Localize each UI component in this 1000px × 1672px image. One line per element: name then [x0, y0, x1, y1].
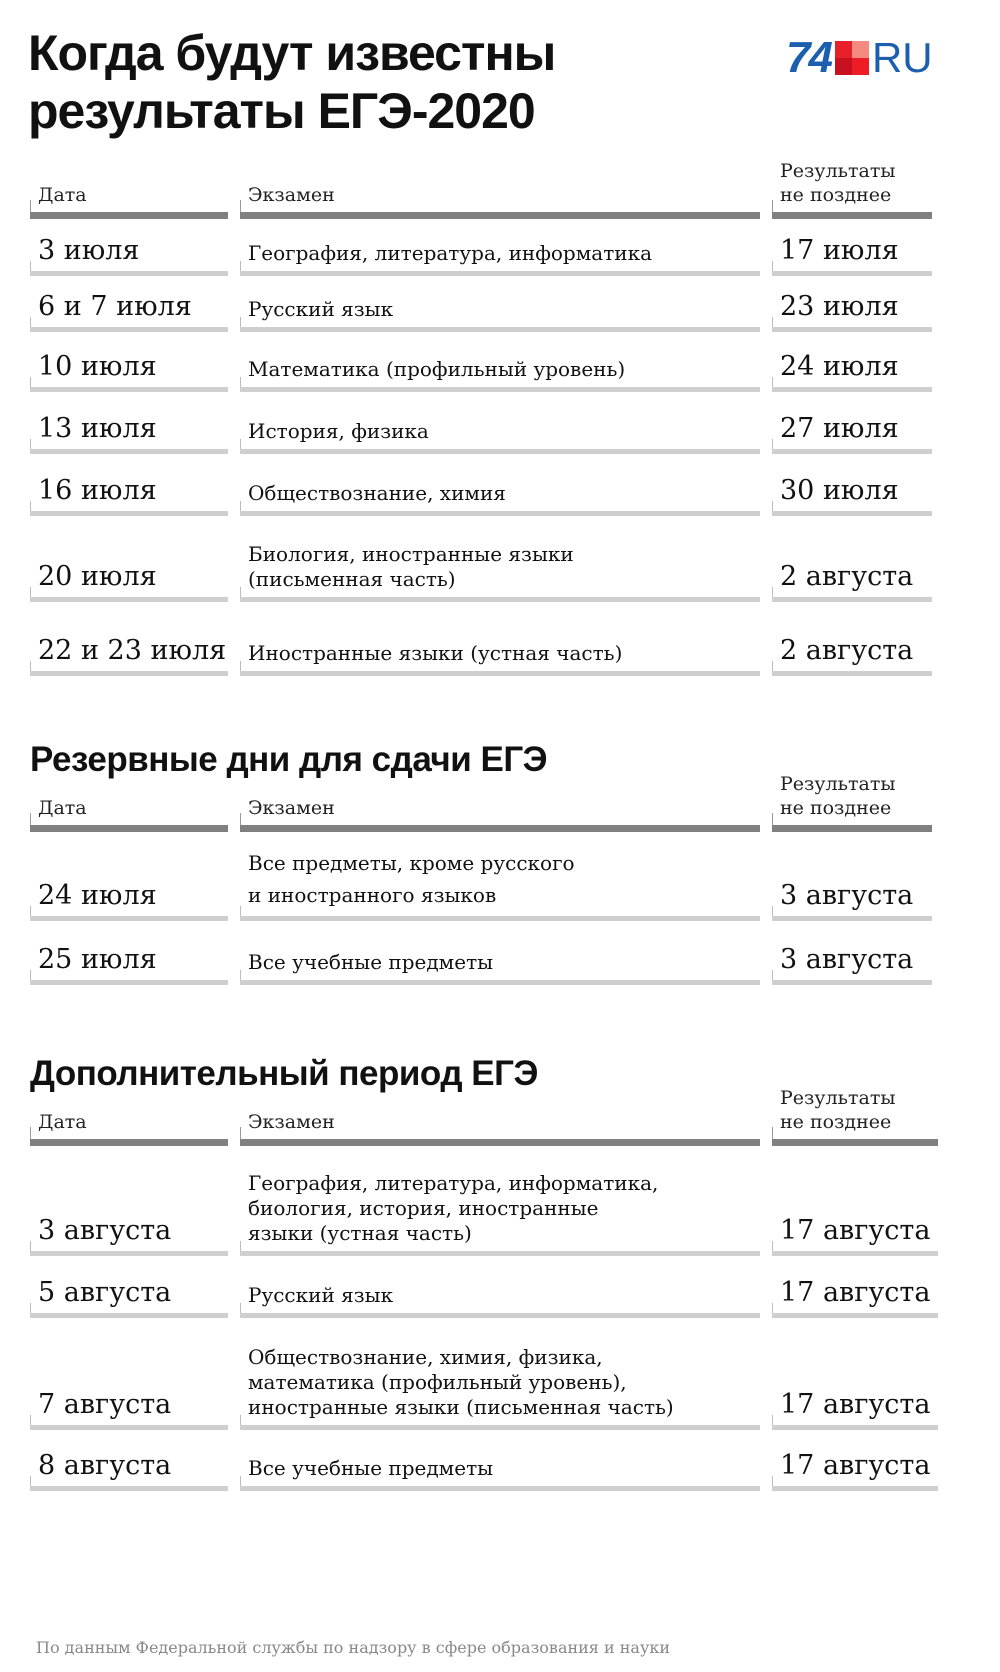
exam-cell: Русский язык	[240, 276, 760, 332]
table-row	[30, 921, 980, 985]
table-row	[30, 1146, 980, 1256]
result-cell: 3 августа	[772, 921, 932, 985]
date-cell: 24 июля	[30, 832, 228, 921]
table-row	[30, 392, 980, 454]
exam-cell: Русский язык	[240, 1256, 760, 1318]
result-cell: 2 августа	[772, 516, 932, 602]
exam-cell: География, литература, информатика	[240, 219, 760, 276]
reserve-days-table	[30, 770, 980, 985]
result-cell: 23 июля	[772, 276, 932, 332]
column-header-exam: Экзамен	[240, 1084, 760, 1146]
result-cell: 17 августа	[772, 1430, 938, 1491]
source-note: По данным Федеральной службы по надзору в сфере образования и науки	[36, 1638, 671, 1657]
date-cell: 3 июля	[30, 219, 228, 276]
exam-cell: Обществознание, химия, физика, математика (профильный уровень), иностранные языки (письменная часть)	[240, 1318, 760, 1430]
exam-cell: История, физика	[240, 392, 760, 454]
date-cell: 16 июля	[30, 454, 228, 516]
table-row	[30, 1318, 980, 1430]
date-cell: 22 и 23 июля	[30, 602, 228, 676]
exam-cell: Биология, иностранные языки (письменная часть)	[240, 516, 760, 602]
table-row	[30, 1430, 980, 1491]
title-line-2: результаты ЕГЭ-2020	[28, 83, 535, 139]
section-title-additional-period: Дополнительный период ЕГЭ	[30, 1054, 538, 1093]
table-row	[30, 602, 980, 676]
column-header-results: Результаты не позднее	[772, 1084, 938, 1146]
column-header-results: Результаты не позднее	[772, 770, 932, 832]
date-cell: 13 июля	[30, 392, 228, 454]
exam-cell: Все учебные предметы	[240, 1430, 760, 1491]
date-cell: 20 июля	[30, 516, 228, 602]
table-row	[30, 454, 980, 516]
table-row	[30, 332, 980, 392]
date-cell: 25 июля	[30, 921, 228, 985]
table-header	[30, 770, 980, 832]
exam-cell: Все предметы, кроме русского и иностранного языков	[240, 832, 760, 921]
logo-number: 74	[786, 33, 831, 82]
table-header	[30, 155, 980, 219]
table-row	[30, 1256, 980, 1318]
date-cell: 6 и 7 июля	[30, 276, 228, 332]
logo-suffix: RU	[871, 34, 933, 81]
logo-square-icon	[835, 41, 869, 75]
result-cell: 17 июля	[772, 219, 932, 276]
exam-cell: Математика (профильный уровень)	[240, 332, 760, 392]
date-cell: 3 августа	[30, 1146, 228, 1256]
table-row	[30, 832, 980, 921]
result-cell: 2 августа	[772, 602, 932, 676]
result-cell: 17 августа	[772, 1146, 938, 1256]
date-cell: 8 августа	[30, 1430, 228, 1491]
result-cell: 27 июля	[772, 392, 932, 454]
page-title	[28, 24, 555, 140]
table-row	[30, 516, 980, 602]
result-cell: 30 июля	[772, 454, 932, 516]
exam-cell: География, литература, информатика, биология, история, иностранные языки (устная часть)	[240, 1146, 760, 1256]
column-header-exam: Экзамен	[240, 155, 760, 219]
column-header-date: Дата	[30, 1084, 228, 1146]
title-line-1: Когда будут известны	[28, 25, 556, 81]
column-header-results: Результаты не позднее	[772, 155, 932, 219]
exam-cell: Все учебные предметы	[240, 921, 760, 985]
result-cell: 24 июля	[772, 332, 932, 392]
exam-cell: Обществознание, химия	[240, 454, 760, 516]
logo-74ru	[786, 33, 933, 82]
date-cell: 7 августа	[30, 1318, 228, 1430]
table-header	[30, 1084, 980, 1146]
result-cell: 17 августа	[772, 1318, 938, 1430]
date-cell: 5 августа	[30, 1256, 228, 1318]
section-title-reserve-days: Резервные дни для сдачи ЕГЭ	[30, 740, 548, 779]
column-header-date: Дата	[30, 770, 228, 832]
column-header-exam: Экзамен	[240, 770, 760, 832]
result-cell: 17 августа	[772, 1256, 938, 1318]
date-cell: 10 июля	[30, 332, 228, 392]
column-header-date: Дата	[30, 155, 228, 219]
exam-cell: Иностранные языки (устная часть)	[240, 602, 760, 676]
additional-period-table	[30, 1084, 980, 1491]
table-row	[30, 276, 980, 332]
result-cell: 3 августа	[772, 832, 932, 921]
main-schedule-table	[30, 155, 980, 676]
table-row	[30, 219, 980, 276]
